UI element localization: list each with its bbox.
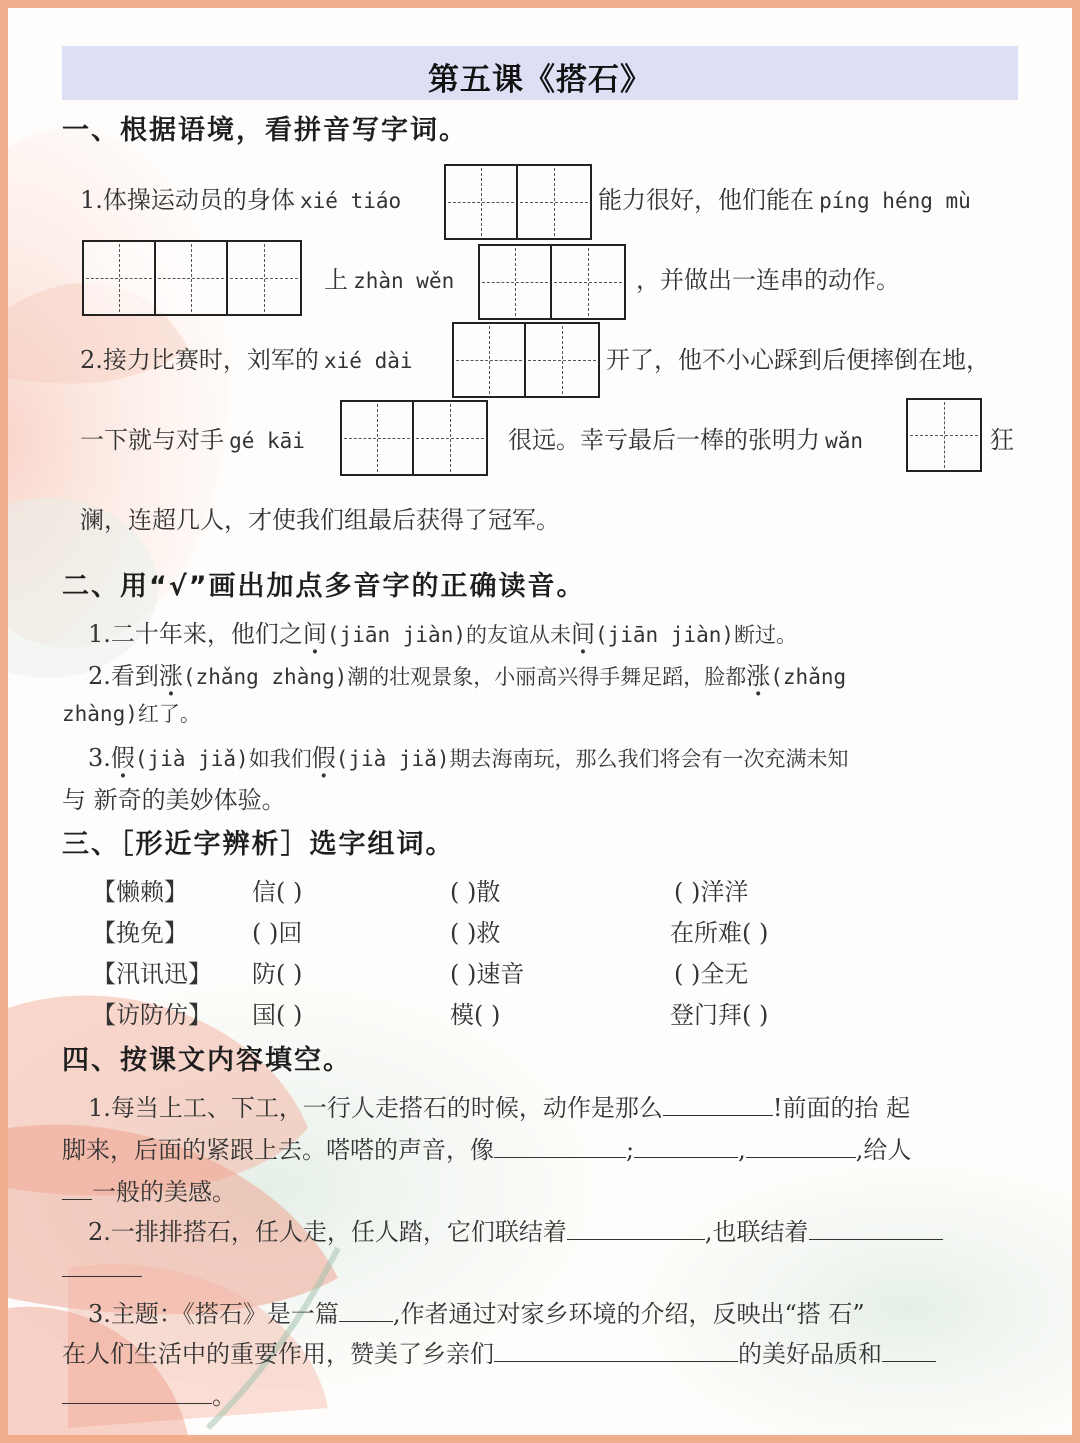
grid-cell[interactable] bbox=[908, 400, 980, 470]
pinyin-choice[interactable]: (jiān jiàn)断过。 bbox=[594, 623, 798, 647]
s3-row-4-label: 【访防仿】 bbox=[92, 1001, 212, 1029]
section-4-heading: 四、按课文内容填空。 bbox=[62, 1045, 352, 1076]
fill-blank[interactable] bbox=[494, 1135, 626, 1158]
fill-blank[interactable] bbox=[809, 1217, 943, 1240]
pinyin-choice[interactable]: (jiān jiàn)的友谊从未 bbox=[326, 623, 571, 647]
writing-grid-q2-3[interactable] bbox=[906, 398, 982, 472]
s3-row-3-c1[interactable]: 防( ) bbox=[252, 960, 303, 988]
s4-q1-d: ; bbox=[626, 1136, 635, 1164]
q1-middle: 能力很好，他们能在 bbox=[598, 186, 814, 214]
grid-cell[interactable] bbox=[414, 402, 486, 474]
s4-q2-b: ,也联结着 bbox=[704, 1218, 809, 1246]
grid-cell[interactable] bbox=[342, 402, 414, 474]
s3-row-4-c1[interactable]: 国( ) bbox=[252, 1001, 303, 1029]
fill-blank[interactable] bbox=[62, 1177, 92, 1200]
writing-grid-q2-1[interactable] bbox=[452, 322, 600, 398]
fill-blank[interactable] bbox=[62, 1254, 142, 1277]
grid-cell[interactable] bbox=[518, 166, 590, 238]
s3-row-4-c3[interactable]: 登门拜( ) bbox=[670, 1001, 769, 1029]
writing-grid-q1-2[interactable] bbox=[82, 240, 302, 316]
dotted-char: 假 bbox=[311, 744, 336, 772]
s4-q3-d: 的美好品质和 bbox=[738, 1340, 882, 1368]
s2-line2 bbox=[88, 656, 846, 691]
writing-grid-q2-2[interactable] bbox=[340, 400, 488, 476]
s4-q3-a: 3.主题：《搭石》是一篇 bbox=[88, 1300, 339, 1328]
s3-row-3-label: 【汛讯迅】 bbox=[92, 960, 212, 988]
s4-q1-g: 一般的美感。 bbox=[92, 1178, 236, 1206]
s4-q1-e: , bbox=[738, 1136, 746, 1164]
s4-q3-c: 在人们生活中的重要作用，赞美了乡亲们 bbox=[62, 1340, 494, 1368]
pinyin-choice[interactable]: (zhǎng zhàng)潮的壮观景象，小丽高兴得手舞足蹈，脸都 bbox=[182, 665, 747, 689]
title-bar bbox=[62, 46, 1018, 100]
grid-cell[interactable] bbox=[156, 242, 228, 314]
q2-line3: 澜，连超几人，才使我们组最后获得了冠军。 bbox=[80, 506, 560, 534]
s2-line1 bbox=[88, 614, 797, 649]
q2-line1-text bbox=[80, 340, 413, 375]
s4-q2-a: 2.一排排搭石，任人走，任人踏，它们联结着 bbox=[88, 1218, 567, 1246]
q2-prefix: 2.接力比赛时，刘军的 bbox=[80, 346, 319, 374]
fill-blank[interactable] bbox=[663, 1093, 773, 1116]
fill-blank[interactable] bbox=[746, 1135, 856, 1158]
q1-prefix: 1.体操运动员的身体 bbox=[80, 186, 295, 214]
fill-blank[interactable] bbox=[567, 1217, 705, 1240]
q1-line1-text bbox=[80, 180, 401, 215]
section-1-heading: 一、根据语境，看拼音写字词。 bbox=[62, 115, 468, 146]
dotted-char: 涨 bbox=[158, 662, 183, 690]
q1-line2-a: 上 bbox=[324, 266, 348, 294]
dotted-char: 间 bbox=[570, 620, 595, 648]
s4-q1-line1 bbox=[88, 1088, 910, 1123]
s4-q1-b: !前面的抬 起 bbox=[772, 1094, 911, 1122]
grid-cell[interactable] bbox=[454, 324, 526, 396]
s3-row-2-c2[interactable]: ( )救 bbox=[450, 919, 501, 947]
fill-blank[interactable] bbox=[494, 1339, 738, 1362]
grid-cell[interactable] bbox=[526, 324, 598, 396]
section-2-heading: 二、用“√”画出加点多音字的正确读音。 bbox=[62, 571, 586, 602]
s4-q1-line2 bbox=[62, 1130, 911, 1165]
s3-row-2-c1[interactable]: ( )回 bbox=[252, 919, 303, 947]
grid-cell[interactable] bbox=[84, 242, 156, 314]
s4-q1-a: 1.每当上工、下工，一行人走搭石的时候，动作是那么 bbox=[88, 1094, 663, 1122]
s4-q1-f: ,给人 bbox=[855, 1136, 912, 1164]
s4-q3-e: 。 bbox=[212, 1382, 236, 1410]
s4-q1-c: 脚来，后面的紧跟上去。嗒嗒的声音，像 bbox=[62, 1136, 494, 1164]
s4-q2-line1 bbox=[88, 1212, 943, 1247]
s4-q3-line3 bbox=[62, 1376, 236, 1411]
s4-q2-line2 bbox=[62, 1254, 142, 1281]
s3-row-3-c2[interactable]: ( )速音 bbox=[450, 960, 525, 988]
fill-blank[interactable] bbox=[62, 1381, 212, 1404]
q1-line1-text-b bbox=[598, 180, 971, 215]
dotted-char: 涨 bbox=[746, 662, 771, 690]
s2-l1-a: 1.二十年来，他们之 bbox=[88, 620, 303, 648]
s3-row-4-c2[interactable]: 模( ) bbox=[450, 1001, 501, 1029]
fill-blank[interactable] bbox=[634, 1135, 738, 1158]
writing-grid-q1-1[interactable] bbox=[444, 164, 592, 240]
s4-q3-line1 bbox=[88, 1294, 865, 1329]
q1-pinyin-1: xié tiáo bbox=[300, 189, 402, 213]
q2-middle: 开了，他不小心踩到后便摔倒在地， bbox=[606, 346, 990, 374]
s3-row-1-c1[interactable]: 信( ) bbox=[252, 878, 303, 906]
s2-line4 bbox=[88, 738, 849, 773]
dotted-char: 间 bbox=[302, 620, 327, 648]
s3-row-2-c3[interactable]: 在所难( ) bbox=[670, 919, 769, 947]
pinyin-choice[interactable]: (zhǎng bbox=[770, 665, 847, 689]
s4-q1-line3 bbox=[62, 1172, 236, 1207]
s2-l2-a: 2.看到 bbox=[88, 662, 159, 690]
grid-cell[interactable] bbox=[228, 242, 300, 314]
q2-line2-text bbox=[80, 420, 305, 455]
q2-pinyin-1: xié dài bbox=[324, 349, 413, 373]
q1-line2-b: ，并做出一连串的动作。 bbox=[636, 266, 900, 294]
q2-pinyin-2: gé kāi bbox=[229, 429, 305, 453]
grid-cell[interactable] bbox=[552, 246, 624, 318]
section-3-heading: 三、［形近字辨析］选字组词。 bbox=[62, 829, 455, 860]
s3-row-2-label: 【挽免】 bbox=[92, 919, 188, 947]
q2-line2-text-b bbox=[508, 420, 863, 455]
s4-q3-b: ,作者通过对家乡环境的介绍，反映出“搭 石” bbox=[392, 1300, 865, 1328]
grid-cell[interactable] bbox=[480, 246, 552, 318]
writing-grid-q1-3[interactable] bbox=[478, 244, 626, 320]
s3-row-1-label: 【懒赖】 bbox=[92, 878, 188, 906]
s3-row-1-c3[interactable]: ( )洋洋 bbox=[674, 878, 749, 906]
q2-pinyin-3: wǎn bbox=[825, 429, 864, 453]
q2-line2-b: 很远。幸亏最后一棒的张明力 bbox=[508, 426, 820, 454]
s2-line5: 与 新奇的美妙体验。 bbox=[62, 786, 286, 814]
grid-cell[interactable] bbox=[446, 166, 518, 238]
pinyin-choice[interactable]: (jià jiǎ)期去海南玩，那么我们将会有一次充满未知 bbox=[335, 747, 849, 771]
q1-pinyin-3: zhàn wěn bbox=[353, 269, 455, 293]
q1-line2-text bbox=[324, 260, 454, 295]
s2-l4-a: 3. bbox=[88, 744, 111, 772]
s3-row-1-c2[interactable]: ( )散 bbox=[450, 878, 501, 906]
s2-line3[interactable]: zhàng)红了。 bbox=[62, 702, 201, 726]
s4-q3-line2 bbox=[62, 1334, 936, 1369]
pinyin-choice[interactable]: (jià jiǎ)如我们 bbox=[134, 747, 312, 771]
fill-blank[interactable] bbox=[339, 1299, 393, 1322]
q2-line2-c: 狂 bbox=[990, 426, 1014, 454]
page-title: 第五课《搭石》 bbox=[428, 62, 652, 98]
s3-row-3-c3[interactable]: ( )全无 bbox=[674, 960, 749, 988]
q2-line2-a: 一下就与对手 bbox=[80, 426, 224, 454]
worksheet-page bbox=[8, 8, 1072, 1435]
dotted-char: 假 bbox=[110, 744, 135, 772]
fill-blank[interactable] bbox=[882, 1339, 936, 1362]
q1-pinyin-2: píng héng mù bbox=[819, 189, 971, 213]
